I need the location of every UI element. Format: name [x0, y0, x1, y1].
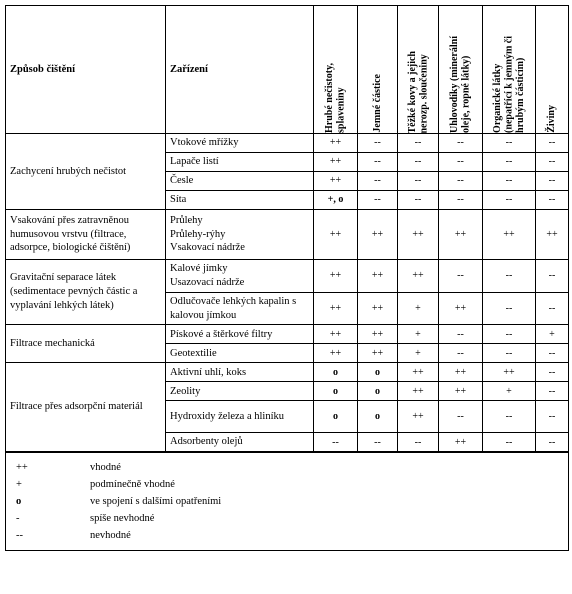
rating-cell: -- — [439, 401, 483, 433]
method-cell: Zachycení hrubých nečistot — [6, 134, 166, 210]
legend-item — [14, 527, 560, 544]
column-header-label: Jemné částice — [371, 74, 383, 133]
device-cell: Kalové jímky Usazovací nádrže — [166, 260, 314, 293]
rating-cell: -- — [483, 344, 536, 363]
table-row — [6, 325, 569, 344]
rating-cell: -- — [358, 172, 398, 191]
legend-item — [14, 493, 560, 510]
method-cell: Vsakování přes zatravněnou humusovou vrstvu (filtrace, adsorpce, biologické čištění) — [6, 210, 166, 260]
rating-cell: ++ — [358, 260, 398, 293]
legend-description: podmínečně vhodné — [90, 478, 175, 490]
rating-cell: ++ — [483, 210, 536, 260]
rating-cell: ++ — [314, 292, 358, 325]
rating-cell: -- — [439, 134, 483, 153]
rating-cell: + — [483, 382, 536, 401]
column-header-nutrients — [536, 6, 569, 134]
legend-symbol: - — [16, 512, 20, 524]
rating-cell: + — [398, 325, 439, 344]
rating-cell: -- — [536, 382, 569, 401]
document — [5, 5, 569, 551]
rating-cell: -- — [398, 153, 439, 172]
column-header-heavy-metals — [398, 6, 439, 134]
table-header-row — [6, 6, 569, 134]
rating-cell: ++ — [314, 172, 358, 191]
rating-cell: o — [314, 382, 358, 401]
rating-cell: ++ — [314, 325, 358, 344]
rating-cell: -- — [358, 433, 398, 452]
rating-cell: o — [358, 401, 398, 433]
method-cell: Gravitační separace látek (sedimentace pevných částic a vyplavání lehkých látek) — [6, 260, 166, 325]
rating-cell: -- — [439, 191, 483, 210]
rating-cell: ++ — [439, 433, 483, 452]
device-cell: Hydroxidy železa a hliníku — [166, 401, 314, 433]
rating-cell: -- — [536, 153, 569, 172]
rating-cell: -- — [536, 191, 569, 210]
column-header-label: Organické látky (nepatřící k jemným či hrubým částicím) — [491, 36, 526, 133]
legend-item — [14, 510, 560, 527]
rating-cell: ++ — [398, 382, 439, 401]
rating-cell: -- — [398, 172, 439, 191]
device-cell: Odlučovače lehkých kapalin s kalovou jímkou — [166, 292, 314, 325]
column-header-label: Těžké kovy a jejich nerozp. sloučeniny — [406, 50, 429, 133]
column-header-label: Živiny — [546, 105, 558, 133]
rating-cell: ++ — [439, 210, 483, 260]
rating-cell: o — [314, 401, 358, 433]
legend-symbol: + — [16, 478, 22, 490]
rating-cell: -- — [483, 191, 536, 210]
legend-item — [14, 459, 560, 476]
rating-cell: -- — [536, 433, 569, 452]
rating-cell: ++ — [439, 382, 483, 401]
rating-cell: -- — [439, 344, 483, 363]
rating-cell: ++ — [314, 210, 358, 260]
method-cell: Filtrace mechanická — [6, 325, 166, 363]
legend-description: nevhodné — [90, 529, 131, 541]
rating-cell: -- — [398, 433, 439, 452]
rating-cell: -- — [398, 134, 439, 153]
rating-cell: -- — [536, 401, 569, 433]
rating-cell: ++ — [398, 210, 439, 260]
rating-cell: -- — [483, 433, 536, 452]
rating-cell: -- — [483, 292, 536, 325]
rating-cell: ++ — [398, 260, 439, 293]
legend-description: spíše nevhodné — [90, 512, 155, 524]
rating-cell: o — [358, 382, 398, 401]
table-row — [6, 363, 569, 382]
rating-cell: -- — [439, 325, 483, 344]
rating-cell: -- — [358, 153, 398, 172]
rating-cell: -- — [536, 344, 569, 363]
column-header-hydrocarbons — [439, 6, 483, 134]
table-row — [6, 260, 569, 293]
column-header-coarse-impurities — [314, 6, 358, 134]
rating-cell: ++ — [536, 210, 569, 260]
rating-cell: ++ — [314, 344, 358, 363]
rating-cell: -- — [483, 134, 536, 153]
legend — [6, 452, 569, 551]
table-row — [6, 134, 569, 153]
legend-description: ve spojení s dalšími opatřeními — [90, 495, 222, 507]
rating-cell: ++ — [398, 363, 439, 382]
rating-cell: -- — [483, 401, 536, 433]
rating-cell: -- — [536, 172, 569, 191]
rating-cell: o — [358, 363, 398, 382]
device-cell: Adsorbenty olejů — [166, 433, 314, 452]
rating-cell: ++ — [439, 292, 483, 325]
rating-cell: ++ — [439, 363, 483, 382]
method-cell: Filtrace přes adsorpční materiál — [6, 363, 166, 452]
device-cell: Zeolity — [166, 382, 314, 401]
column-header-fine-particles — [358, 6, 398, 134]
device-cell: Geotextilie — [166, 344, 314, 363]
rating-cell: -- — [314, 433, 358, 452]
rating-cell: -- — [439, 260, 483, 293]
device-cell: Česle — [166, 172, 314, 191]
rating-cell: -- — [358, 191, 398, 210]
method-column-header: Způsob čištění — [6, 6, 166, 134]
rating-cell: -- — [398, 191, 439, 210]
rating-cell: o — [314, 363, 358, 382]
rating-cell: +, o — [314, 191, 358, 210]
legend-symbol: ++ — [16, 461, 28, 473]
device-cell: Pískové a štěrkové filtry — [166, 325, 314, 344]
device-cell: Aktivní uhlí, koks — [166, 363, 314, 382]
rating-cell: ++ — [358, 210, 398, 260]
rating-cell: ++ — [314, 134, 358, 153]
rating-cell: ++ — [398, 401, 439, 433]
rating-cell: ++ — [483, 363, 536, 382]
rating-cell: -- — [439, 153, 483, 172]
column-header-label: Uhlovodíky (minerální oleje, ropné látky) — [449, 36, 472, 133]
device-cell: Vtokové mřížky — [166, 134, 314, 153]
rating-cell: -- — [536, 260, 569, 293]
column-header-organic-substances — [483, 6, 536, 134]
rating-cell: -- — [483, 153, 536, 172]
table-row — [6, 210, 569, 260]
rating-cell: ++ — [314, 260, 358, 293]
rating-cell: + — [398, 292, 439, 325]
device-cell: Lapače listí — [166, 153, 314, 172]
rating-cell: -- — [358, 134, 398, 153]
rating-cell: -- — [536, 292, 569, 325]
rating-cell: ++ — [358, 344, 398, 363]
rating-cell: + — [536, 325, 569, 344]
rating-cell: + — [398, 344, 439, 363]
rating-cell: -- — [536, 363, 569, 382]
legend-symbol: o — [16, 495, 22, 507]
cleaning-methods-table — [5, 5, 569, 551]
device-column-header: Zařízení — [166, 6, 314, 134]
rating-cell: -- — [483, 260, 536, 293]
device-cell: Síta — [166, 191, 314, 210]
column-header-label: Hrubé nečistoty, splaveniny — [324, 63, 347, 133]
rating-cell: -- — [483, 325, 536, 344]
device-cell: Průlehy Průlehy-rýhy Vsakovací nádrže — [166, 210, 314, 260]
rating-cell: ++ — [358, 292, 398, 325]
legend-description: vhodné — [90, 461, 121, 473]
rating-cell: ++ — [358, 325, 398, 344]
legend-item — [14, 476, 560, 493]
legend-symbol: -- — [16, 529, 23, 541]
legend-row — [6, 452, 569, 551]
rating-cell: -- — [439, 172, 483, 191]
rating-cell: -- — [536, 134, 569, 153]
rating-cell: ++ — [314, 153, 358, 172]
rating-cell: -- — [483, 172, 536, 191]
